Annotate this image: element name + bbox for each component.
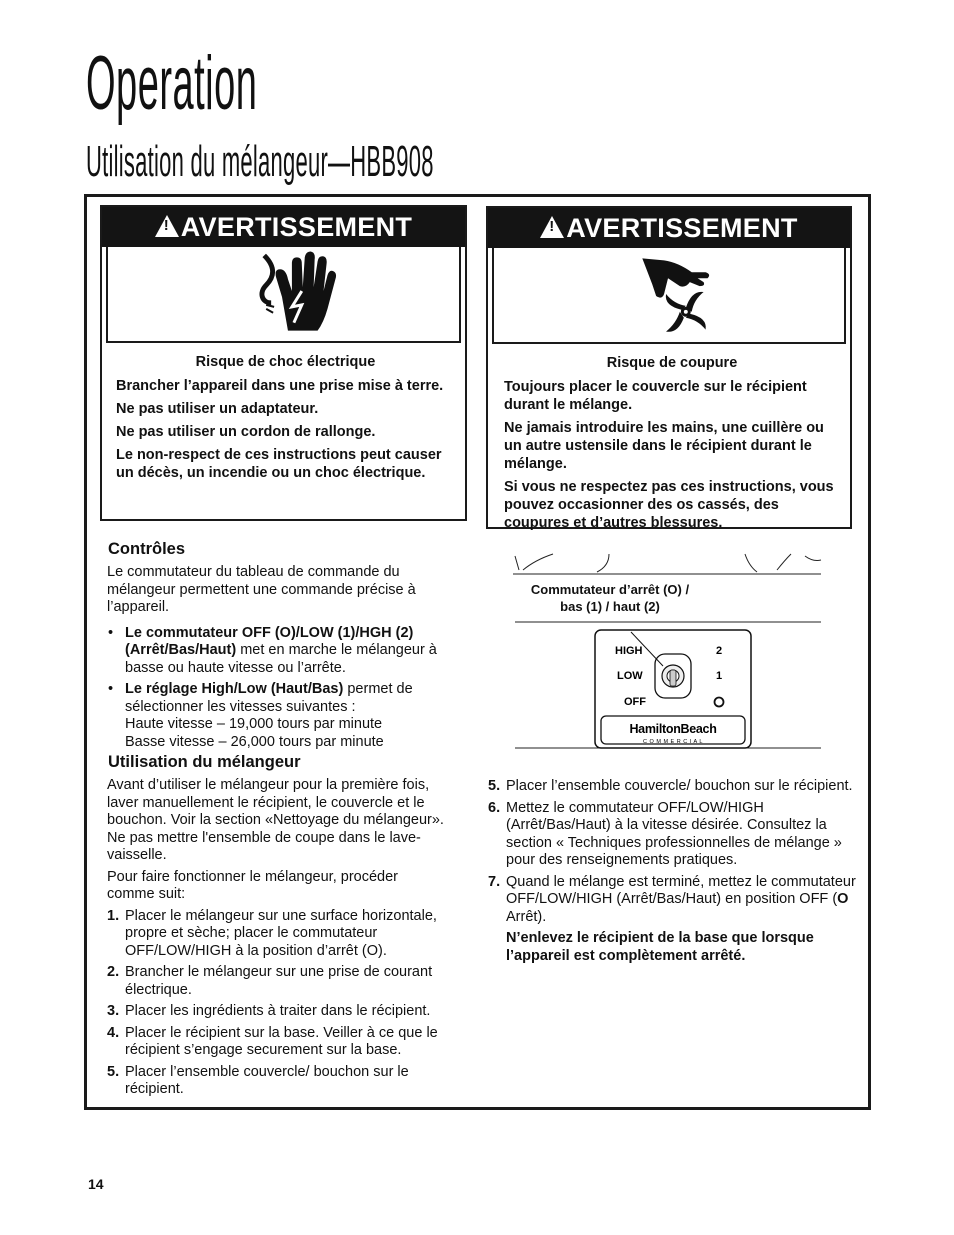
- warning-text: [116, 353, 455, 487]
- label-num-high: 2: [716, 645, 723, 657]
- bullet-speed-high: Haute vitesse – 19,000 tours par minute: [125, 716, 383, 732]
- warning-line: Le non-respect de ces instructions peut causer un décès, un incendie ou un choc électrique.: [116, 447, 442, 481]
- warning-pictogram-panel: [106, 247, 461, 343]
- final-note: N’enlevez le récipient de la base que lorsque l’appareil est complètement arrêté.: [506, 930, 814, 964]
- bullet-text: permet de sélectionner les vitesses suivantes :: [125, 681, 413, 715]
- caption-line: bas (1) / haut (2): [560, 599, 660, 614]
- page-number: 14: [88, 1176, 104, 1192]
- list-item: [107, 1003, 469, 1021]
- warning-pictogram-panel: [492, 248, 846, 344]
- warning-line: Ne pas utiliser un cordon de rallonge.: [116, 424, 376, 440]
- warning-line: Ne pas utiliser un adaptateur.: [116, 401, 319, 417]
- warning-heading: [102, 207, 465, 247]
- list-item: [107, 964, 469, 999]
- warning-triangle-icon: [155, 215, 179, 237]
- step-number: 3.: [107, 1003, 120, 1019]
- step-text: Arrêt).: [506, 908, 547, 925]
- brand-logo: HamiltonBeach: [629, 722, 717, 736]
- list-item: [488, 800, 860, 870]
- usage-para: Avant d’utiliser le mélangeur pour la première fois, laver manuellement le récipient, le couvercle et le bouchon. Voir la section «Nettoyage du mélangeur». Ne pas mettre l'ensemble de coupe dans le lave-vaisselle.: [107, 777, 444, 863]
- label-num-low: 1: [716, 670, 723, 682]
- list-item: [107, 908, 469, 961]
- step-number: 1.: [107, 907, 120, 924]
- bullet-bold: Le réglage High/Low (Haut/Bas): [125, 681, 344, 697]
- step-number: 2.: [107, 964, 120, 980]
- warning-heading: [488, 208, 850, 248]
- figure-caption: [510, 581, 710, 615]
- warning-hazard-title: Risque de choc électrique: [195, 354, 376, 370]
- label-low: LOW: [617, 670, 643, 682]
- usage-text: [107, 777, 469, 1103]
- step-number: 7.: [488, 873, 501, 890]
- blade-cut-hand-icon: [494, 248, 844, 342]
- controls-intro: Le commutateur du tableau de commande du mélangeur permettent une commande précise à l’appareil.: [107, 564, 416, 615]
- warning-heading-text: AVERTISSEMENT: [566, 213, 798, 243]
- warning-box-electric: [100, 205, 467, 521]
- usage-heading: Utilisation du mélangeur: [108, 753, 301, 771]
- step-text: Quand le mélange est terminé, mettez le commutateur OFF/LOW/HIGH (Arrêt/Bas/Haut) en position OFF (: [506, 873, 856, 907]
- list-item: [107, 1025, 469, 1060]
- bullet-bold: Le commutateur OFF (O)/LOW (1)/HGH (2) (Arrêt/Bas/Haut): [125, 624, 414, 658]
- step-text: Mettez le commutateur OFF/LOW/HIGH (Arrêt/Bas/Haut) à la vitesse désirée. Consultez la section « Techniques professionnelles de mélange » pour des renseignements pratiques.: [506, 799, 842, 868]
- electric-shock-hand-icon: [108, 247, 459, 341]
- step-text: Placer le mélangeur sur une surface horizontale, propre et sèche; placer le commutateur OFF/LOW/HIGH à la position d’arrêt (O).: [125, 907, 437, 959]
- usage-para: Pour faire fonctionner le mélangeur, procéder comme suit:: [107, 868, 398, 902]
- list-item: [107, 681, 457, 751]
- controls-heading: Contrôles: [108, 540, 186, 558]
- list-item: [107, 1064, 469, 1099]
- warning-heading-text: AVERTISSEMENT: [180, 212, 413, 242]
- bullet-speed-low: Basse vitesse – 26,000 tours par minute: [125, 733, 384, 750]
- warning-line: Si vous ne respectez pas ces instructions, vous pouvez occasionner des os cassés, des coupures et d’autres blessures.: [504, 479, 834, 531]
- step-text-bold: O: [837, 891, 849, 907]
- warning-line: Toujours placer le couvercle sur le récipient durant le mélange.: [504, 379, 807, 413]
- step-number: 6.: [488, 799, 501, 816]
- step-number: 5.: [488, 778, 501, 794]
- page-subtitle: Utilisation du mélangeur—HBB908: [86, 137, 434, 186]
- step-text: Placer les ingrédients à traiter dans le récipient.: [125, 1003, 431, 1019]
- list-item: [488, 778, 860, 796]
- warning-triangle-icon: [540, 216, 564, 238]
- bullet-text: met en marche le mélangeur à basse ou haute vitesse ou l’arrête.: [125, 642, 437, 676]
- right-steps: [488, 778, 860, 969]
- label-off: OFF: [624, 696, 646, 708]
- step-text: Placer l’ensemble couvercle/ bouchon sur le récipient.: [506, 778, 853, 794]
- warning-box-cut: [486, 206, 852, 529]
- step-text: Placer le récipient sur la base. Veiller à ce que le récipient s’engage securement sur la base.: [125, 1024, 438, 1058]
- step-text: Brancher le mélangeur sur une prise de courant électrique.: [125, 964, 433, 998]
- step-number: 4.: [107, 1024, 120, 1041]
- warning-hazard-title: Risque de coupure: [606, 355, 738, 371]
- step-text: Placer l’ensemble couvercle/ bouchon sur le récipient.: [125, 1063, 409, 1097]
- warning-line: Brancher l’appareil dans une prise mise à terre.: [116, 378, 444, 394]
- warning-text: [504, 354, 840, 537]
- brand-sub: C O M M E R C I A L: [643, 739, 703, 745]
- controls-text: [107, 564, 457, 755]
- step-number: 5.: [107, 1063, 120, 1080]
- toggle-switch: [655, 654, 691, 698]
- page-title: Operation: [86, 41, 258, 126]
- list-item: [107, 625, 457, 678]
- list-item: [488, 874, 860, 927]
- label-high: HIGH: [615, 645, 643, 657]
- caption-line: Commutateur d’arrêt (O) /: [530, 582, 690, 597]
- warning-line: Ne jamais introduire les mains, une cuillère ou un autre ustensile dans le récipient durant le mélange.: [504, 420, 824, 472]
